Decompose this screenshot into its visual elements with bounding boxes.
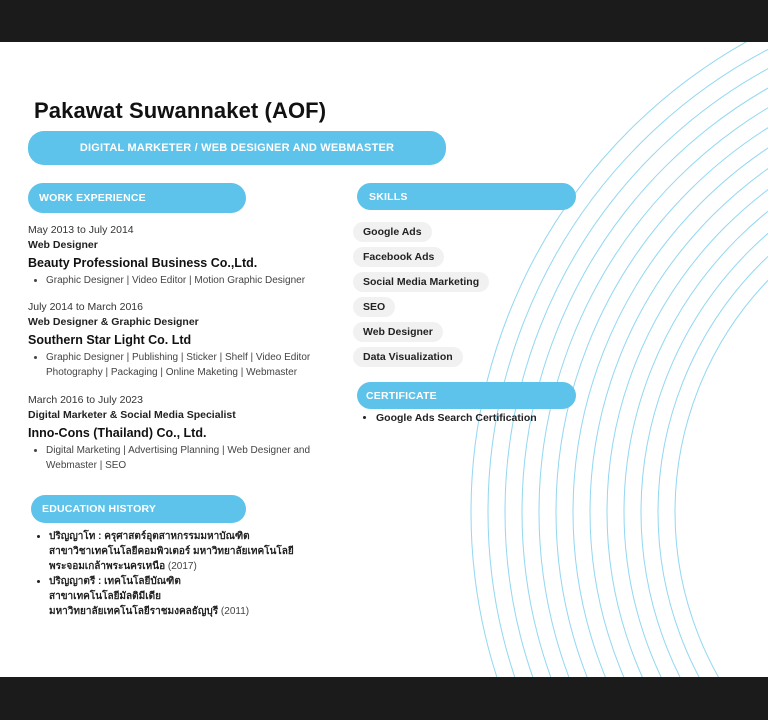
certificate-item: • Google Ads Search Certification [376, 411, 537, 425]
job-entry [28, 223, 348, 288]
education-line: สาขาวิชาเทคโนโลยีคอมพิวเตอร์ มหาวิทยาลัยเทคโนโลยี [49, 546, 294, 557]
skill-tag: Social Media Marketing [353, 272, 489, 292]
job-details: • Graphic Designer | Publishing | Sticker | Shelf | Video Editor Photography | Packaging | Online Maketing | Webmaster [46, 350, 348, 380]
education-item [49, 574, 349, 619]
skill-tag: Google Ads [353, 222, 432, 242]
skill-tag: SEO [353, 297, 395, 317]
job-details: • Digital Marketing | Advertising Planning | Web Designer and Webmaster | SEO [46, 443, 348, 473]
decorative-arc [658, 160, 768, 677]
education-year: (2011) [220, 606, 250, 617]
certificate-list [360, 411, 537, 425]
skill-tag: Facebook Ads [353, 247, 444, 267]
certificate-heading: CERTIFICATE [357, 382, 576, 409]
job-company: Southern Star Light Co. Ltd [28, 333, 192, 347]
education-line [49, 604, 349, 619]
job-company: Beauty Professional Business Co.,Ltd. [28, 256, 258, 270]
job-company: Inno-Cons (Thailand) Co., Ltd. [28, 426, 207, 440]
job-dates: March 2016 to July 2023 [28, 394, 143, 406]
decorative-arc [539, 42, 768, 677]
education-institution: มหาวิทยาลัยเทคโนโลยีราชมงคลธัญบุรี [49, 606, 219, 617]
decorative-arc [607, 109, 768, 677]
decorative-arc [590, 92, 768, 677]
job-details: • Graphic Designer | Video Editor | Motion Graphic Designer [46, 273, 348, 288]
bottom-letterbox-bar [0, 677, 768, 720]
skills-heading: SKILLS [357, 183, 576, 210]
education-line: • ปริญญาตรี : เทคโนโลยีบัณฑิต [49, 576, 181, 587]
education-list [33, 529, 349, 619]
skill-tag: Data Visualization [353, 347, 463, 367]
job-role: Web Designer & Graphic Designer [28, 316, 199, 328]
job-title-banner: DIGITAL MARKETER / WEB DESIGNER AND WEBMASTER [28, 131, 446, 165]
job-role: Digital Marketer & Social Media Specialist [28, 409, 236, 421]
resume-page [0, 42, 768, 677]
skill-tag: Web Designer [353, 322, 443, 342]
education-heading: EDUCATION HISTORY [31, 495, 246, 523]
decorative-arc [556, 58, 768, 677]
job-entry [28, 300, 348, 380]
job-dates: May 2013 to July 2014 [28, 224, 134, 236]
education-item [49, 529, 349, 574]
education-year: (2017) [167, 561, 197, 572]
job-entry [28, 393, 348, 473]
education-line: สาขาเทคโนโลยีมัลติมีเดีย [49, 591, 162, 602]
decorative-arc [488, 42, 768, 677]
decorative-arc [573, 75, 768, 677]
education-institution: พระจอมเกล้าพระนครเหนือ [49, 561, 166, 572]
education-line: • ปริญญาโท : ครุศาสตร์อุตสาหกรรมมหาบัณฑิต [49, 531, 250, 542]
decorative-arc [522, 42, 768, 677]
job-dates: July 2014 to March 2016 [28, 301, 143, 313]
top-letterbox-bar [0, 0, 768, 42]
person-name: Pakawat Suwannaket (AOF) [34, 98, 327, 123]
decorative-arc [471, 42, 768, 677]
education-line [49, 559, 349, 574]
work-experience-heading: WORK EXPERIENCE [28, 183, 246, 213]
job-role: Web Designer [28, 239, 98, 251]
decorative-arc [675, 177, 768, 677]
